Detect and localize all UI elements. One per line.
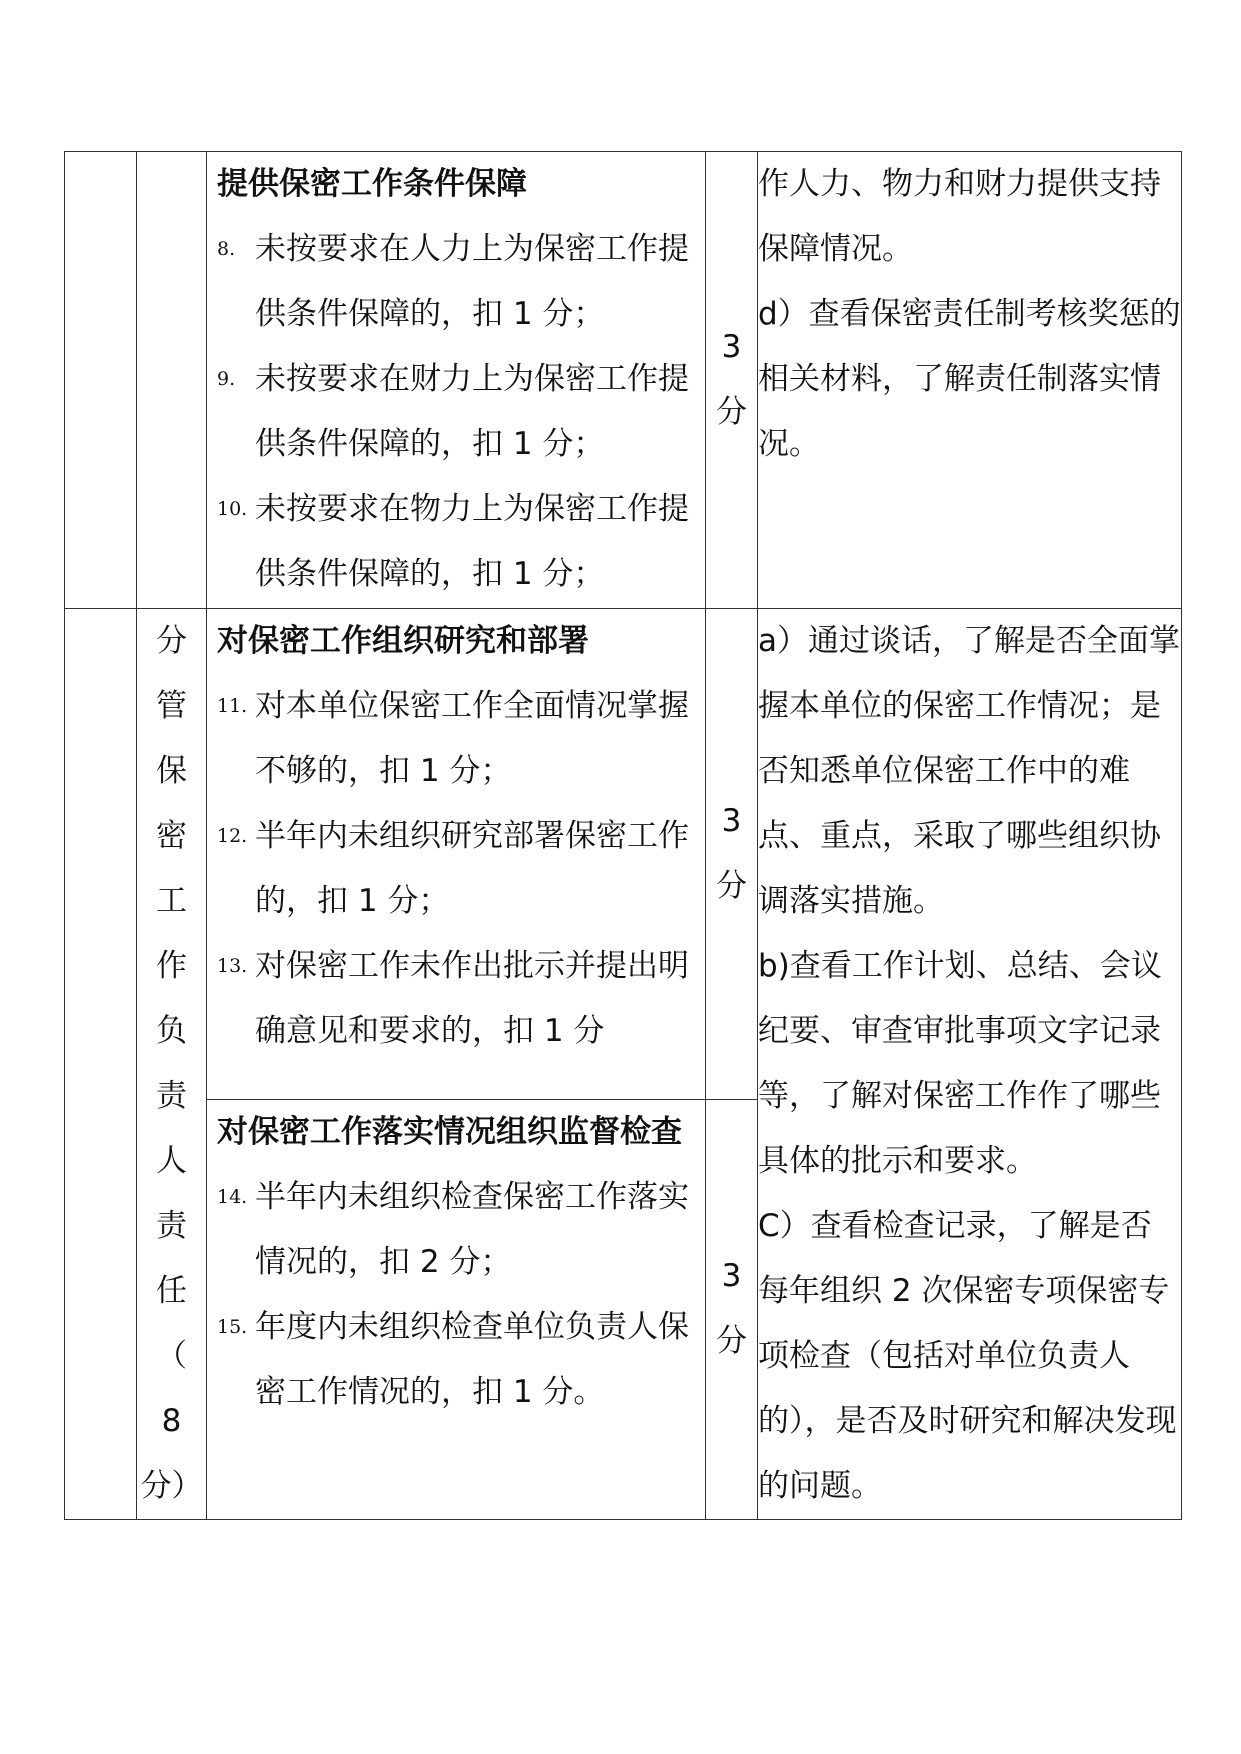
category-char: 作 — [156, 948, 187, 984]
method-text: a）通过谈话，了解是否全面掌握本单位的保密工作情况；是否知悉单位保密工作中的难点、重点，采取了哪些组织协调落实措施。 — [758, 623, 1180, 919]
item-text: 半年内未组织检查保密工作落实情况的，扣 2 分； — [255, 1178, 689, 1280]
list-item — [217, 1165, 697, 1295]
category-char: 责 — [156, 1078, 187, 1114]
list-item — [217, 934, 697, 1064]
table-row — [65, 609, 1182, 1100]
score-cell — [706, 1099, 758, 1519]
category-cell — [137, 609, 207, 1520]
table-row — [65, 152, 1182, 609]
item-number: 15. — [217, 1315, 248, 1338]
item-text: 对本单位保密工作全面情况掌握不够的，扣 1 分； — [255, 688, 689, 789]
item-text: 未按要求在物力上为保密工作提供条件保障的，扣 1 分； — [255, 491, 689, 592]
item-cell — [207, 152, 706, 609]
method-text: C）查看检查记录，了解是否每年组织 2 次保密专项保密专项检查（包括对单位负责人的），是否及时研究和解决发现的问题。 — [758, 1208, 1177, 1504]
score-cell — [706, 152, 758, 609]
list-item — [217, 477, 697, 607]
category-char: 任 — [156, 1273, 187, 1309]
empty-cell — [65, 609, 137, 1520]
assessment-table — [64, 151, 1182, 1520]
method-text: d）查看保密责任制考核奖惩的相关材料，了解责任制落实情况。 — [758, 296, 1181, 462]
category-char: （ — [156, 1338, 187, 1374]
item-number: 11. — [217, 695, 248, 717]
list-item — [217, 347, 697, 477]
item-list — [217, 217, 697, 607]
item-text: 未按要求在人力上为保密工作提供条件保障的，扣 1 分； — [255, 231, 689, 332]
item-text: 半年内未组织研究部署保密工作的，扣 1 分； — [255, 818, 689, 919]
category-char: 人 — [156, 1143, 187, 1179]
category-char: 工 — [156, 883, 187, 919]
item-number: 13. — [217, 955, 248, 977]
item-title: 提供保密工作条件保障 — [217, 166, 527, 202]
score-unit: 分 — [716, 394, 747, 430]
category-char: 分） — [140, 1468, 203, 1504]
method-text: 作人力、物力和财力提供支持保障情况。 — [758, 166, 1161, 267]
item-text: 未按要求在财力上为保密工作提供条件保障的，扣 1 分； — [255, 361, 689, 462]
category-char: 8 — [161, 1403, 182, 1439]
category-char: 管 — [156, 688, 187, 724]
list-item — [217, 674, 697, 804]
empty-cell — [137, 152, 207, 609]
method-text: b)查看工作计划、总结、会议纪要、审查审批事项文字记录等，了解对保密工作作了哪些具体的批示和要求。 — [758, 948, 1162, 1179]
item-title: 对保密工作组织研究和部署 — [217, 623, 589, 659]
item-list — [217, 1165, 697, 1425]
item-cell — [207, 1099, 706, 1519]
score-unit: 分 — [716, 1323, 747, 1360]
item-text: 对保密工作未作出批示并提出明确意见和要求的，扣 1 分 — [255, 948, 689, 1049]
item-number: 12. — [217, 825, 248, 847]
list-item — [217, 217, 697, 347]
item-number: 10. — [217, 498, 248, 520]
category-char: 责 — [156, 1208, 187, 1244]
item-number: 8. — [217, 238, 236, 260]
item-list — [217, 674, 697, 1064]
empty-cell — [65, 152, 137, 609]
list-item — [217, 804, 697, 934]
item-title: 对保密工作落实情况组织监督检查 — [217, 1113, 682, 1150]
score-unit: 分 — [716, 867, 747, 904]
category-char: 分 — [156, 623, 187, 659]
item-cell — [207, 609, 706, 1100]
score-value: 3 — [721, 1258, 742, 1295]
category-char: 密 — [156, 818, 187, 854]
category-char: 负 — [156, 1013, 187, 1049]
list-item — [217, 1295, 697, 1425]
score-value: 3 — [721, 802, 742, 839]
item-number: 14. — [217, 1185, 248, 1208]
item-number: 9. — [217, 368, 236, 390]
score-cell — [706, 609, 758, 1100]
category-char: 保 — [156, 753, 187, 789]
method-cell — [758, 152, 1182, 609]
method-cell — [758, 609, 1182, 1520]
item-text: 年度内未组织检查单位负责人保密工作情况的，扣 1 分。 — [255, 1308, 689, 1410]
score-value: 3 — [721, 329, 742, 365]
